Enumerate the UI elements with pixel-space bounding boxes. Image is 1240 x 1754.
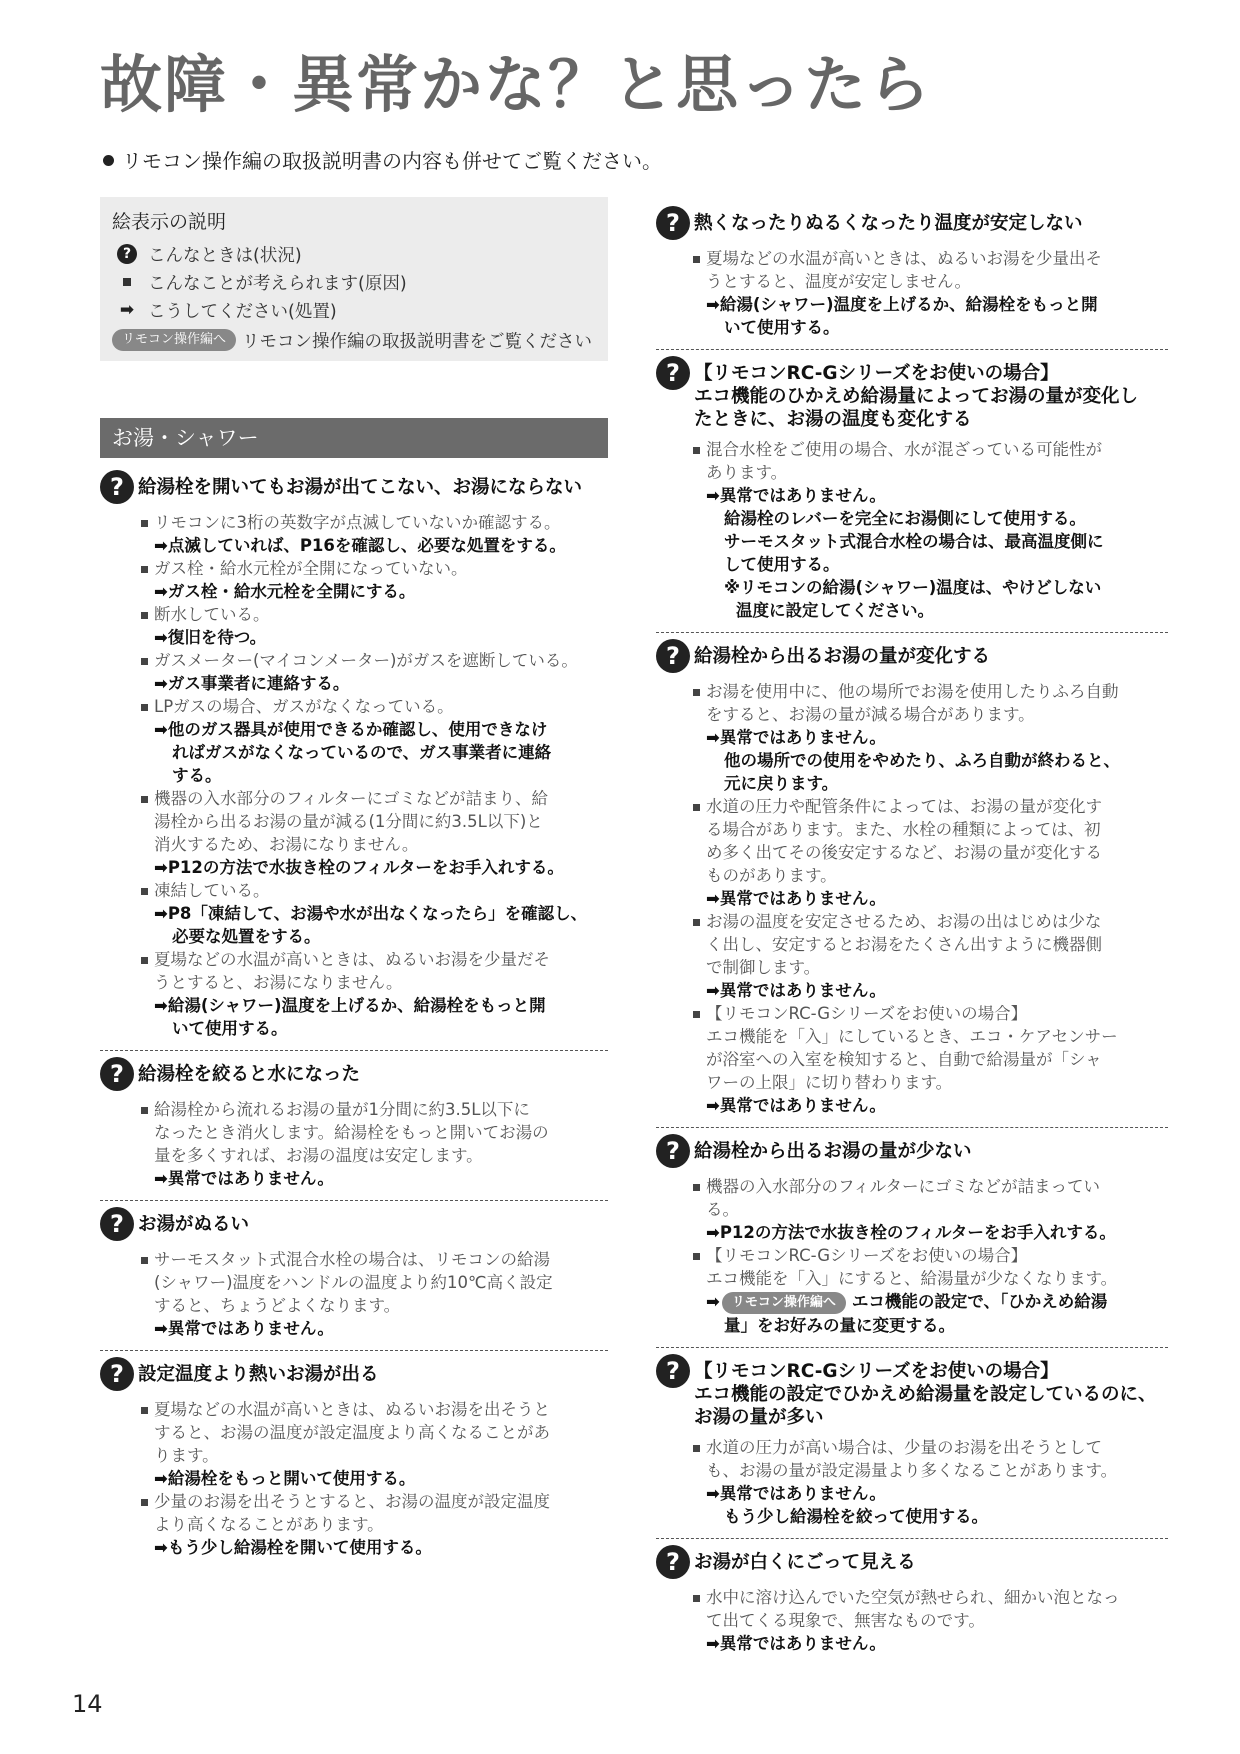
question-heading xyxy=(656,206,1168,240)
text-line: ➡異常ではありません。 xyxy=(154,1169,334,1188)
text-line: エコ機能を「入」にしているとき、エコ・ケアセンサー xyxy=(706,1027,1118,1046)
cause-text xyxy=(706,1436,1168,1482)
text-line: 給湯栓を開いてもお湯が出てこない、お湯にならない xyxy=(138,477,583,498)
text-line: する。 xyxy=(172,766,222,785)
question-heading xyxy=(100,1357,608,1391)
troubleshoot-item xyxy=(100,1350,608,1569)
troubleshoot-item xyxy=(656,632,1168,1127)
question-text xyxy=(694,1550,916,1574)
text-line: 温度に設定してください。 xyxy=(736,601,934,620)
cause-text xyxy=(154,603,608,626)
text-line: ➡給湯栓をもっと開いて使用する。 xyxy=(154,1469,416,1488)
question-circle-icon: ? xyxy=(656,1134,690,1168)
cause-text xyxy=(706,438,1168,484)
question-text xyxy=(694,211,1083,235)
cause-text xyxy=(154,948,608,994)
legend-box xyxy=(100,197,608,361)
action-text xyxy=(154,856,608,879)
cause-text xyxy=(706,680,1168,726)
text-line: すると、お湯の温度が設定温度より高くなることがあ xyxy=(154,1423,550,1442)
text-line: ➡異常ではありません。 xyxy=(706,728,886,747)
text-line: 【リモコンRC-Gシリーズをお使いの場合】 xyxy=(694,1361,1059,1382)
troubleshoot-item xyxy=(100,1200,608,1350)
text-line: サーモスタット式混合水栓の場合は、リモコンの給湯 xyxy=(154,1250,550,1269)
question-heading xyxy=(656,1354,1168,1429)
square-bullet-icon xyxy=(123,278,131,286)
bullet-dot-icon xyxy=(103,155,114,166)
text-line: 【リモコンRC-Gシリーズをお使いの場合】 xyxy=(694,363,1059,384)
text-line: お湯の量が多い xyxy=(694,1407,824,1428)
text-line: る。 xyxy=(706,1200,739,1219)
question-text xyxy=(694,1359,1157,1429)
question-circle-icon: ? xyxy=(656,1354,690,1388)
legend-row-situation xyxy=(112,240,596,268)
action-text xyxy=(706,1290,1168,1337)
cause-text xyxy=(154,1098,608,1167)
text-line: 機器の入水部分のフィルターにゴミなどが詰まり、給 xyxy=(154,789,549,808)
text-line: ➡復旧を待つ。 xyxy=(154,628,267,647)
text-line: る場合があります。また、水栓の種類によっては、初 xyxy=(706,820,1101,839)
question-circle-icon: ? xyxy=(656,1545,690,1579)
action-text xyxy=(706,887,1168,910)
text-line: をすると、お湯の量が減る場合があります。 xyxy=(706,705,1035,724)
item-body xyxy=(100,511,608,1040)
text-line: ➡異常ではありません。 xyxy=(706,486,886,505)
text-line: 量を多くすれば、お湯の温度は安定します。 xyxy=(154,1146,483,1165)
cause-text xyxy=(154,649,608,672)
action-text xyxy=(706,293,1168,339)
question-text xyxy=(694,1139,972,1163)
text-line: 必要な処置をする。 xyxy=(172,927,321,946)
troubleshoot-item xyxy=(656,349,1168,632)
cause-text xyxy=(706,1002,1168,1094)
text-line: ※リモコンの給湯(シャワー)温度は、やけどしない xyxy=(724,578,1102,597)
text-line: ➡もう少し給湯栓を開いて使用する。 xyxy=(154,1538,432,1557)
action-text xyxy=(154,1317,608,1340)
action-text xyxy=(706,726,1168,795)
text-line: うとすると、温度が安定しません。 xyxy=(706,272,971,291)
text-line: 断水している。 xyxy=(154,605,270,624)
question-text xyxy=(138,475,582,499)
text-line: ➡点滅していれば、P16を確認し、必要な処置をする。 xyxy=(154,536,566,555)
question-circle-icon: ? xyxy=(656,356,690,390)
item-body xyxy=(656,438,1168,622)
text-line: ➡異常ではありません。 xyxy=(706,1484,886,1503)
action-text xyxy=(706,1221,1168,1244)
question-text xyxy=(694,644,990,668)
text-line: 量」をお好みの量に変更する。 xyxy=(724,1316,955,1335)
legend-text: こんなことが考えられます(原因) xyxy=(148,273,407,294)
question-circle-icon: ? xyxy=(656,206,690,240)
text-line: ものがあります。 xyxy=(706,866,837,885)
text-line: ➡異常ではありません。 xyxy=(154,1319,334,1338)
item-body xyxy=(100,1248,608,1340)
text-line: 設定温度より熱いお湯が出る xyxy=(138,1364,379,1385)
arrow-right-icon: ➡ xyxy=(706,1292,720,1311)
remocon-badge: リモコン操作編へ xyxy=(112,329,236,351)
text-line: いて使用する。 xyxy=(724,318,840,337)
text-line: ります。 xyxy=(154,1446,219,1465)
legend-row-cause xyxy=(112,268,596,296)
action-text xyxy=(154,626,608,649)
text-line: ガス栓・給水元栓が全開になっていない。 xyxy=(154,559,468,578)
text-line: 水道の圧力が高い場合は、少量のお湯を出そうとして xyxy=(706,1438,1102,1457)
text-line: ➡P8「凍結して、お湯や水が出なくなったら」を確認し、 xyxy=(154,904,588,923)
item-body xyxy=(656,1586,1168,1655)
text-line: が浴室への入室を検知すると、自動で給湯量が「シャ xyxy=(706,1050,1102,1069)
question-circle-icon: ? xyxy=(100,1057,134,1091)
text-line: ガスメーター(マイコンメーター)がガスを遮断している。 xyxy=(154,651,578,670)
action-text xyxy=(154,1467,608,1490)
text-line: もう少し給湯栓を絞って使用する。 xyxy=(724,1507,988,1526)
text-line: お湯を使用中に、他の場所でお湯を使用したりふろ自動 xyxy=(706,682,1119,701)
item-body xyxy=(100,1098,608,1190)
text-line: ➡異常ではありません。 xyxy=(706,1634,886,1653)
text-line: 元に戻ります。 xyxy=(724,774,839,793)
question-text xyxy=(138,1362,379,1386)
text-line: め多く出てその後安定するなど、お湯の量が変化する xyxy=(706,843,1102,862)
cause-text xyxy=(706,1586,1168,1632)
text-line: LPガスの場合、ガスがなくなっている。 xyxy=(154,697,454,716)
action-text xyxy=(706,979,1168,1002)
text-line: く出し、安定するとお湯をたくさん出すように機器側 xyxy=(706,935,1102,954)
text-line: 水中に溶け込んでいた空気が熱せられ、細かい泡となっ xyxy=(706,1588,1120,1607)
text-line: (シャワー)温度をハンドルの温度より約10℃高く設定 xyxy=(154,1273,553,1292)
question-circle-icon: ? xyxy=(100,470,134,504)
page-number: 14 xyxy=(72,1690,103,1718)
cause-text xyxy=(154,695,608,718)
item-body xyxy=(656,1436,1168,1528)
text-line: エコ機能の設定で、「ひかえめ給湯 xyxy=(851,1292,1108,1311)
cause-text xyxy=(706,1244,1168,1290)
text-line: ればガスがなくなっているので、ガス事業者に連絡 xyxy=(172,743,552,762)
question-circle-icon: ? xyxy=(656,639,690,673)
item-body xyxy=(656,1175,1168,1337)
action-text xyxy=(706,484,1168,622)
section-heading: お湯・シャワー xyxy=(100,418,608,458)
item-body xyxy=(656,247,1168,339)
text-line: たときに、お湯の温度も変化する xyxy=(694,409,972,430)
action-text xyxy=(154,534,608,557)
text-line: ➡ガス栓・給水元栓を全開にする。 xyxy=(154,582,416,601)
text-line: 【リモコンRC-Gシリーズをお使いの場合】 xyxy=(706,1004,1028,1023)
troubleshoot-item xyxy=(100,464,608,1050)
left-column xyxy=(100,464,608,1569)
text-line: ➡給湯(シャワー)温度を上げるか、給湯栓をもっと開 xyxy=(154,996,546,1015)
text-line: 機器の入水部分のフィルターにゴミなどが詰まってい xyxy=(706,1177,1101,1196)
text-line xyxy=(706,1290,1168,1314)
text-line: ➡他のガス器具が使用できるか確認し、使用できなけ xyxy=(154,720,548,739)
text-line: ➡異常ではありません。 xyxy=(706,889,886,908)
text-line: 給湯栓から出るお湯の量が変化する xyxy=(694,646,991,667)
cause-text xyxy=(706,1175,1168,1221)
text-line: 消火するため、お湯になりません。 xyxy=(154,835,419,854)
cause-text xyxy=(706,910,1168,979)
question-heading xyxy=(100,1207,608,1241)
text-line: 給湯栓から流れるお湯の量が1分間に約3.5L以下に xyxy=(154,1100,530,1119)
troubleshoot-item xyxy=(100,1050,608,1200)
text-line: で制御します。 xyxy=(706,958,821,977)
intro-text: リモコン操作編の取扱説明書の内容も併せてご覧ください。 xyxy=(122,149,662,173)
intro-note xyxy=(103,145,662,174)
question-heading xyxy=(656,356,1168,431)
text-line: 給湯栓を絞ると水になった xyxy=(138,1064,361,1085)
text-line: エコ機能のひかえめ給湯量によってお湯の量が変化し xyxy=(694,386,1139,407)
text-line: 【リモコンRC-Gシリーズをお使いの場合】 xyxy=(706,1246,1028,1265)
question-heading xyxy=(656,639,1168,673)
action-text xyxy=(154,718,608,787)
text-line: ➡P12の方法で水抜き栓のフィルターをお手入れする。 xyxy=(154,858,564,877)
action-text xyxy=(154,672,608,695)
troubleshoot-item xyxy=(656,1127,1168,1347)
cause-text xyxy=(154,1490,608,1536)
action-text xyxy=(706,1482,1168,1528)
text-line: ➡給湯(シャワー)温度を上げるか、給湯栓をもっと開 xyxy=(706,295,1098,314)
question-heading xyxy=(656,1134,1168,1168)
cause-text xyxy=(154,511,608,534)
cause-text xyxy=(706,247,1168,293)
action-text xyxy=(154,1536,608,1559)
remocon-badge: リモコン操作編へ xyxy=(722,1292,846,1314)
action-text xyxy=(706,1094,1168,1117)
text-line: 給湯栓のレバーを完全にお湯側にして使用する。 xyxy=(724,509,1086,528)
text-line: うとすると、お湯になりません。 xyxy=(154,973,403,992)
question-text xyxy=(138,1062,360,1086)
page-title: 故障・異常かな？と思ったら xyxy=(100,48,933,121)
text-line: あります。 xyxy=(706,463,788,482)
cause-text xyxy=(154,1248,608,1317)
text-line: リモコンに3桁の英数字が点滅していないか確認する。 xyxy=(154,513,561,532)
text-line: お湯がぬるい xyxy=(138,1214,250,1235)
cause-text xyxy=(154,557,608,580)
text-line: ➡P12の方法で水抜き栓のフィルターをお手入れする。 xyxy=(706,1223,1116,1242)
cause-text xyxy=(706,795,1168,887)
legend-text: リモコン操作編の取扱説明書をご覧ください xyxy=(242,331,593,352)
action-text xyxy=(154,902,608,948)
action-text xyxy=(154,994,608,1040)
question-text xyxy=(138,1212,249,1236)
text-line: ➡異常ではありません。 xyxy=(706,1096,886,1115)
troubleshoot-item xyxy=(656,1347,1168,1538)
text-line: なったとき消火します。給湯栓をもっと開いてお湯の xyxy=(154,1123,549,1142)
text-line: 湯栓から出るお湯の量が減る(1分間に約3.5L以下)と xyxy=(154,812,543,831)
item-body xyxy=(656,680,1168,1117)
question-circle-icon: ? xyxy=(100,1357,134,1391)
text-line: 夏場などの水温が高いときは、ぬるいお湯を少量出そ xyxy=(706,249,1102,268)
question-heading xyxy=(100,1057,608,1091)
text-line: ➡ガス事業者に連絡する。 xyxy=(154,674,350,693)
text-line: エコ機能を「入」にすると、給湯量が少なくなります。 xyxy=(706,1269,1118,1288)
text-line: ➡異常ではありません。 xyxy=(706,981,886,1000)
action-text xyxy=(154,580,608,603)
legend-title: 絵表示の説明 xyxy=(112,211,227,233)
cause-text xyxy=(154,879,608,902)
text-line: ワーの上限」に切り替わります。 xyxy=(706,1073,953,1092)
item-body xyxy=(100,1398,608,1559)
text-line: 凍結している。 xyxy=(154,881,270,900)
text-line: 少量のお湯を出そうとすると、お湯の温度が設定温度 xyxy=(154,1492,550,1511)
legend-text: こうしてください(処置) xyxy=(148,301,337,322)
legend-row-action xyxy=(112,296,596,324)
question-text xyxy=(694,361,1138,431)
action-text xyxy=(706,1632,1168,1655)
text-line: 給湯栓から出るお湯の量が少ない xyxy=(694,1141,972,1162)
text-line: すると、ちょうどよくなります。 xyxy=(154,1296,401,1315)
arrow-right-icon: ➡ xyxy=(119,300,135,320)
text-line: て出てくる現象で、無害なものです。 xyxy=(706,1611,985,1630)
text-line: より高くなることがあります。 xyxy=(154,1515,384,1534)
text-line: 混合水栓をご使用の場合、水が混ざっている可能性が xyxy=(706,440,1102,459)
text-line: いて使用する。 xyxy=(172,1019,288,1038)
text-line: お湯が白くにごって見える xyxy=(694,1552,916,1573)
text-line: 夏場などの水温が高いときは、ぬるいお湯を出そうと xyxy=(154,1400,550,1419)
cause-text xyxy=(154,1398,608,1467)
legend-row-remocon xyxy=(112,326,596,354)
question-circle-icon: ? xyxy=(117,244,137,264)
text-line: 水道の圧力や配管条件によっては、お湯の量が変化す xyxy=(706,797,1102,816)
text-line: 他の場所での使用をやめたり、ふろ自動が終わると、 xyxy=(724,751,1120,770)
action-text xyxy=(154,1167,608,1190)
text-line: サーモスタット式混合水栓の場合は、最高温度側に xyxy=(724,532,1104,551)
text-line: も、お湯の量が設定湯量より多くなることがあります。 xyxy=(706,1461,1118,1480)
right-column xyxy=(656,200,1168,1665)
troubleshoot-item xyxy=(656,1538,1168,1665)
legend-text: こんなときは(状況) xyxy=(148,245,302,266)
text-line: して使用する。 xyxy=(724,555,840,574)
text-line: 熱くなったりぬるくなったり温度が安定しない xyxy=(694,213,1083,234)
question-heading xyxy=(100,470,608,504)
text-line: お湯の温度を安定させるため、お湯の出はじめは少な xyxy=(706,912,1102,931)
question-circle-icon: ? xyxy=(100,1207,134,1241)
text-line: 夏場などの水温が高いときは、ぬるいお湯を少量だそ xyxy=(154,950,550,969)
troubleshoot-item xyxy=(656,200,1168,349)
text-line: エコ機能の設定でひかえめ給湯量を設定しているのに、 xyxy=(694,1384,1157,1405)
question-heading xyxy=(656,1545,1168,1579)
cause-text xyxy=(154,787,608,856)
